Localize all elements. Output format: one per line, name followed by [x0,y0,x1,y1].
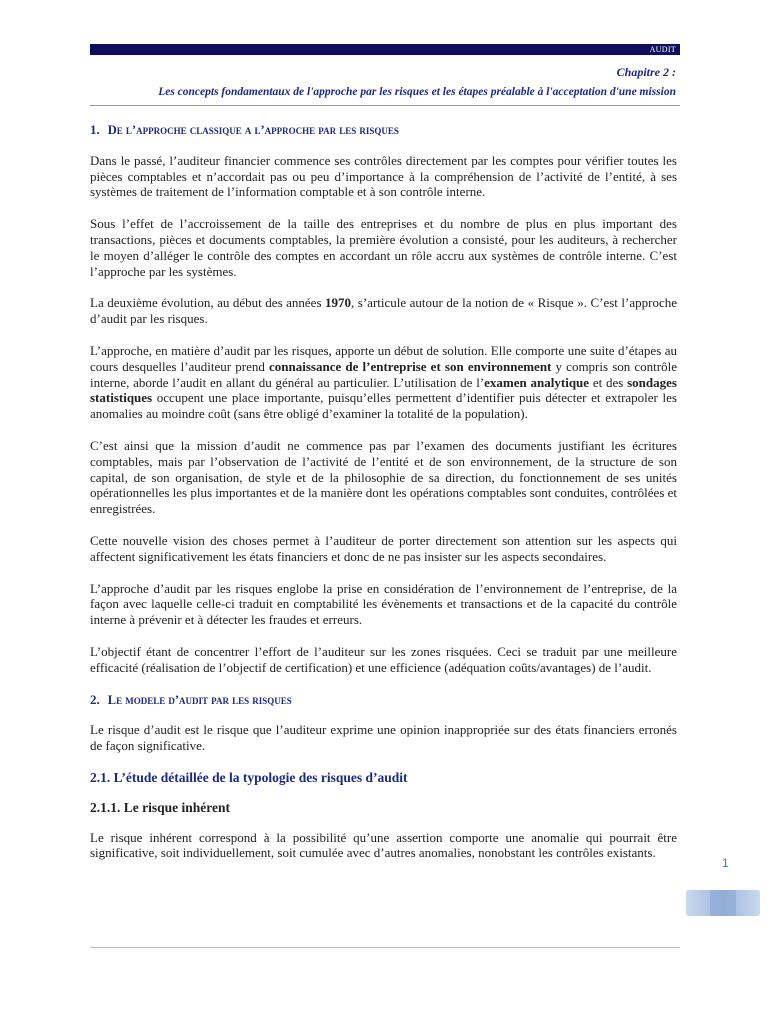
chapter-label: Chapitre 2 : [616,65,676,79]
section-2-heading [90,692,677,709]
section-2-1-1-heading: 2.1.1. Le risque inhérent [90,799,231,815]
text-run: y compris son contrôle interne, aborde l’audit en allant du général au particulier. L’utilisation de l’ [90,358,677,390]
section-1-number: 1. [90,122,100,137]
text-run: , s’articule autour de la notion de « Risque ». C’est l’approche d’audit par les risques. [90,295,677,327]
paragraph: Sous l’effet de l’accroissement de la taille des entreprises et du nombre de plus en plus important des transactions, pièces et documents comptables, la première évolution a consisté, pour les auditeurs, à rechercher le moyen d’alléger le contrôle des comptes en accordant un rôle accru aux systèmes de contrôle interne. C’est l’approche par les systèmes. [90,216,677,279]
section-2-title: Le modele d’audit par les risques [107,692,292,707]
section-1-heading [90,122,677,139]
paragraph: Le risque inhérent correspond à la possibilité qu’une assertion comporte une anomalie qui pourrait être significative, soit individuellement, soit cumulée avec d’autres anomalies, nonobstant les contrôles existants. [90,829,677,861]
page-tab-decoration [686,890,760,916]
bold-phrase: connaissance de l’entreprise et son environnement [269,358,552,374]
paragraph: L’approche d’audit par les risques englobe la prise en considération de l’environnement de l’entreprise, de la façon avec laquelle celle-ci traduit en comptabilité les évènements et transactions et de la capacité du contrôle interne à prévenir et à détecter les fraudes et erreurs. [90,580,677,628]
bold-phrase: examen analytique [484,374,590,390]
header-band-label: AUDIT [649,45,676,54]
bold-phrase: sondages statistiques [90,374,677,406]
paragraph: Le risque d’audit est le risque que l’auditeur exprime une opinion inappropriée sur des états financiers erronés de façon significative. [90,722,677,754]
section-2-1-heading: 2.1. L’étude détaillée de la typologie des risques d’audit [90,769,408,785]
footer-divider [90,947,680,948]
paragraph [90,295,677,327]
text-run: et des [589,374,628,390]
text-run: L’approche, en matière d’audit par les risques, apporte un début de solution. Elle comporte une suite d’étapes au cours desquelles l’auditeur prend [90,342,677,374]
paragraph: Cette nouvelle vision des choses permet à l’auditeur de porter directement son attention sur les aspects qui affectent significativement les états financiers et donc de ne pas insister sur les aspects secondaires. [90,532,677,564]
chapter-subtitle: Les concepts fondamentaux de l'approche par les risques et les étapes préalable à l'acceptation d'une mission [158,86,676,98]
bold-year: 1970 [325,295,352,311]
page-number: 1 [722,856,729,870]
header-divider [90,105,680,106]
text-run: La deuxième évolution, au début des années [90,295,326,311]
text-run: occupent une place importante, puisqu’elles permettent d’identifier puis détecter et extrapoler les anomalies au moindre coût (sans être obligé d’examiner la totalité de la population). [90,390,677,422]
section-1-title: De l’approche classique a l’approche par les risques [107,123,399,137]
paragraph [90,343,677,422]
header-band [90,44,680,55]
paragraph: C’est ainsi que la mission d’audit ne commence pas par l’examen des documents justifiant les écritures comptables, mais par l’observation de l’activité de l’entité et de son environnement, de la structure de son capital, de son organisation, de style et de la philosophie de sa direction, du fonctionnement de ses unités opérationnelles les plus importantes et de la manière dont les opérations comptables sont conduites, contrôlées et enregistrées. [90,437,678,517]
section-2-number: 2. [90,691,100,707]
document-body [90,120,677,877]
paragraph: Dans le passé, l’auditeur financier commence ses contrôles directement par les comptes pour vérifier toutes les pièces comptables et n’accordait pas ou peu d’importance à la compréhension de l’activité de l’entité, à ses systèmes de traitement de l’information comptable et à son contrôle interne. [90,152,677,200]
paragraph: L’objectif étant de concentrer l’effort de l’auditeur sur les zones risquées. Ceci se traduit par une meilleure efficacité (réalisation de l’objectif de certification) et une efficience (adéquation coûts/avantages) de l’audit. [90,643,677,675]
